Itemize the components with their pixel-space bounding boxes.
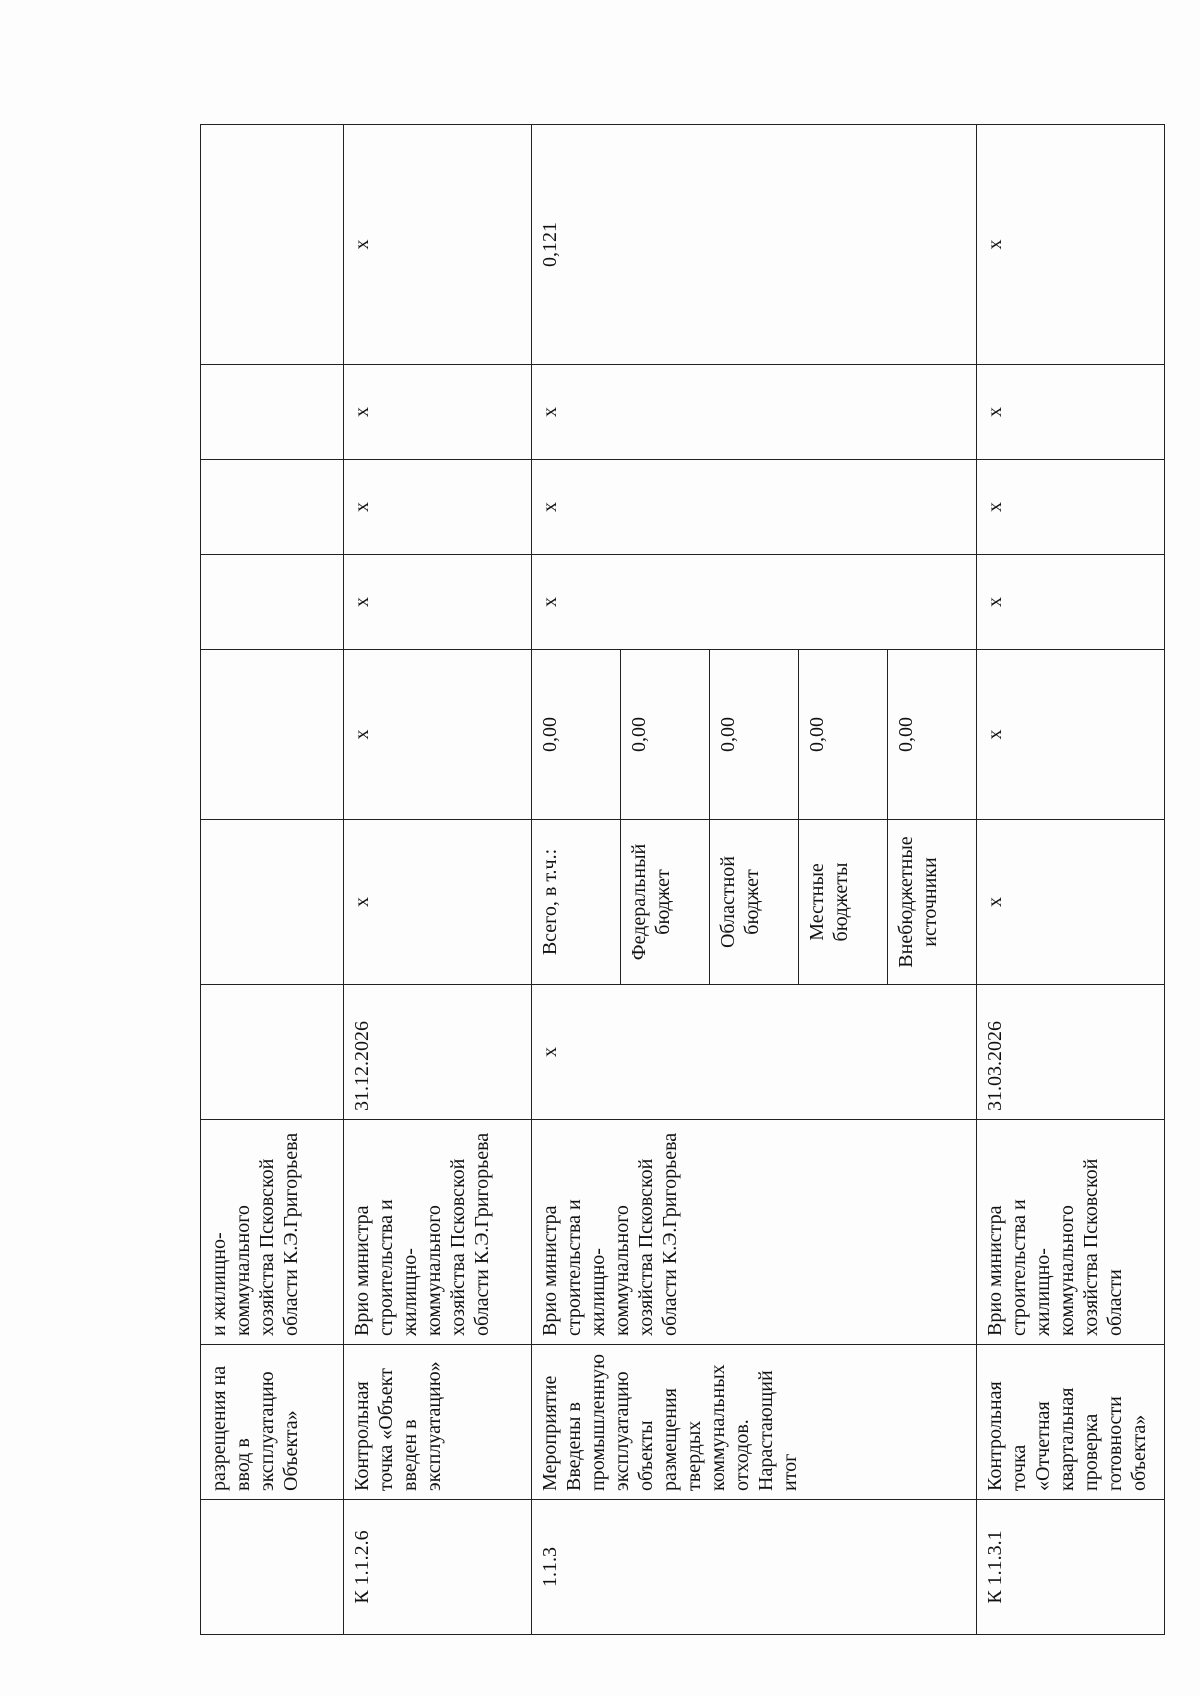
value-cell bbox=[201, 125, 344, 365]
deadline-date: 31.03.2026 bbox=[977, 985, 1165, 1120]
funding-volume: х bbox=[344, 650, 532, 820]
responsible-person: и жилищно-коммунального хозяйства Псковской области К.Э.Григорьева bbox=[201, 1120, 344, 1345]
funding-value: 0,00 bbox=[532, 650, 621, 820]
value-cell: х bbox=[344, 365, 532, 460]
funding-source-label: Местные бюджеты bbox=[799, 820, 888, 985]
funding-source: х bbox=[977, 820, 1165, 985]
value-cell: х bbox=[344, 460, 532, 555]
row-number: 1.1.3 bbox=[532, 1500, 977, 1635]
value-cell: х bbox=[344, 555, 532, 650]
deadline-date: 31.12.2026 bbox=[344, 985, 532, 1120]
measure-name: Контрольная точка «Объект введен в эксплуатацию» bbox=[344, 1345, 532, 1500]
value-cell: х bbox=[977, 460, 1165, 555]
value-cell: х bbox=[977, 555, 1165, 650]
value-cell: 0,121 bbox=[532, 125, 977, 365]
table-row bbox=[344, 125, 532, 1635]
funding-value: 0,00 bbox=[621, 650, 710, 820]
funding-source-label: Федеральный бюджет bbox=[621, 820, 710, 985]
funding-volume bbox=[201, 650, 344, 820]
measures-table bbox=[200, 124, 1165, 1635]
table-row bbox=[201, 125, 344, 1635]
value-cell bbox=[201, 555, 344, 650]
funding-value: 0,00 bbox=[799, 650, 888, 820]
responsible-person: Врио министра строительства и жилищно-коммунального хозяйства Псковской области bbox=[977, 1120, 1165, 1345]
value-cell: х bbox=[532, 460, 977, 555]
responsible-person: Врио министра строительства и жилищно-коммунального хозяйства Псковской области К.Э.Григорьева bbox=[344, 1120, 532, 1345]
measure-name: разрещения на ввод в эксплуатацию Объекта» bbox=[201, 1345, 344, 1500]
funding-volume: х bbox=[977, 650, 1165, 820]
deadline-date bbox=[201, 985, 344, 1120]
value-cell: х bbox=[532, 555, 977, 650]
table-row bbox=[532, 125, 621, 1635]
rotated-table-container bbox=[200, 125, 1150, 1635]
row-number: К 1.1.2.6 bbox=[344, 1500, 532, 1635]
deadline-date: х bbox=[532, 985, 977, 1120]
value-cell bbox=[201, 460, 344, 555]
funding-source bbox=[201, 820, 344, 985]
value-cell bbox=[201, 365, 344, 460]
row-number bbox=[201, 1500, 344, 1635]
responsible-person: Врио министра строительства и жилищно-коммунального хозяйства Псковской области К.Э.Григорьева bbox=[532, 1120, 977, 1345]
funding-source: х bbox=[344, 820, 532, 985]
funding-source-label: Областной бюджет bbox=[710, 820, 799, 985]
measure-name: Мероприятие Введены в промышленную эксплуатацию объекты размещения твердых коммунальных отходов. Нарастающий итог bbox=[532, 1345, 977, 1500]
funding-source-label: Всего, в т.ч.: bbox=[532, 820, 621, 985]
value-cell: х bbox=[532, 365, 977, 460]
row-number: К 1.1.3.1 bbox=[977, 1500, 1165, 1635]
funding-value: 0,00 bbox=[710, 650, 799, 820]
measure-name: Контрольная точка «Отчетная квартальная проверка готовности объекта» bbox=[977, 1345, 1165, 1500]
funding-source-label: Внебюджетные источники bbox=[888, 820, 977, 985]
value-cell: х bbox=[977, 365, 1165, 460]
funding-value: 0,00 bbox=[888, 650, 977, 820]
table-row bbox=[977, 125, 1165, 1635]
value-cell: х bbox=[977, 125, 1165, 365]
value-cell: х bbox=[344, 125, 532, 365]
